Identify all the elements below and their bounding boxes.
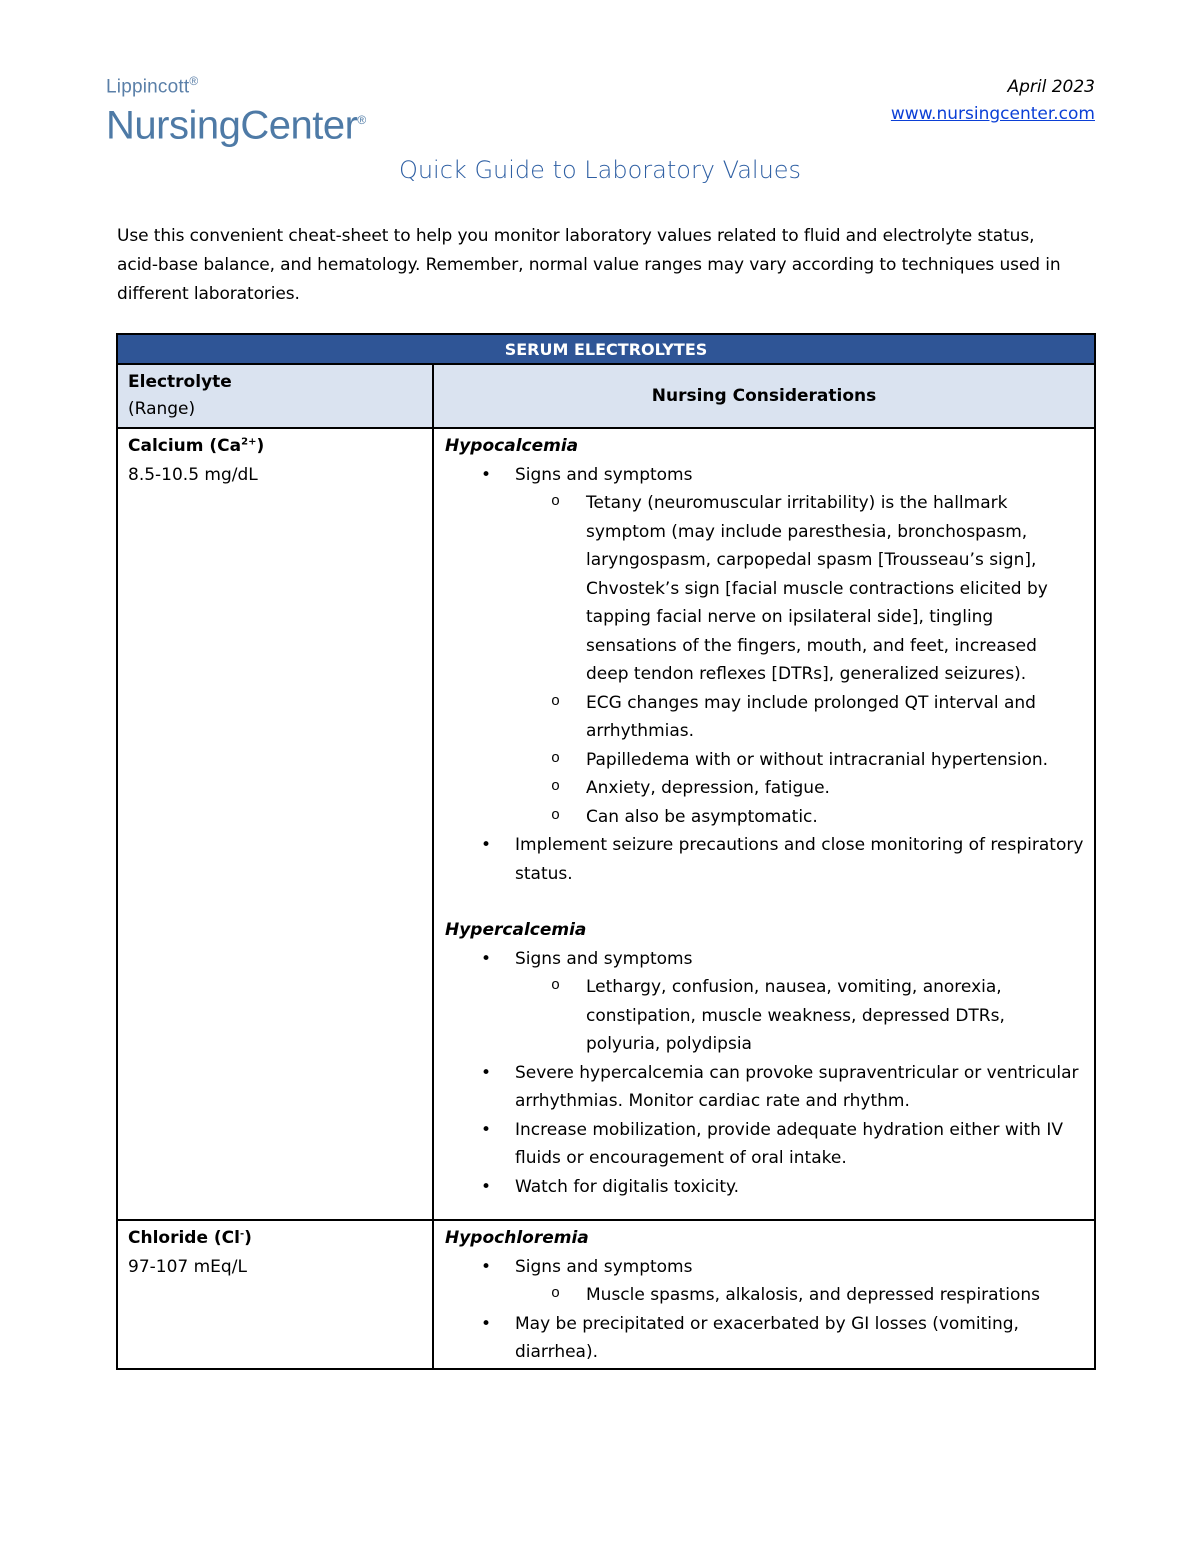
electrolyte-name: Chloride (Cl-) [128,1228,252,1248]
column-header-nursing: Nursing Considerations [433,364,1095,428]
brand-logo [106,70,366,148]
condition-title: Hypochloremia [445,1228,589,1248]
list-item: o Lethargy, confusion, nausea, vomiting, anorexia, constipation, muscle weakness, depressed DTRs, polyuria, polydipsia [515,973,1084,1059]
registered-mark: ® [357,113,366,128]
page-title: Quick Guide to Laboratory Values [398,156,802,184]
bullet-list [445,461,1084,889]
electrolytes-table [116,333,1096,1370]
electrolyte-range: 97-107 mEq/L [128,1257,247,1277]
table-header-row [117,364,1095,428]
column-header-electrolyte [117,364,433,428]
list-item: o Can also be asymptomatic. [515,803,1084,832]
column-header-subtitle: (Range) [128,399,196,419]
sub-bullet-list [515,489,1084,831]
document-header-info [891,74,1095,128]
table-banner: SERUM ELECTROLYTES [117,334,1095,364]
registered-mark: ® [189,74,199,88]
bullet-list [445,1253,1084,1367]
list-item: • Increase mobilization, provide adequate hydration either with IV fluids or encouragement of oral intake. [445,1116,1084,1173]
considerations-cell [433,428,1095,1220]
list-item: o Anxiety, depression, fatigue. [515,774,1084,803]
list-item: • Watch for digitalis toxicity. [445,1173,1084,1202]
list-item: • May be precipitated or exacerbated by GI losses (vomiting, diarrhea). [445,1310,1084,1367]
publish-date: April 2023 [1007,77,1095,97]
list-item: • Signs and symptoms o Tetany (neuromuscular irritability) is the hallmark symptom (may include paresthesia, bronchospasm, laryngospasm, carpopedal spasm [Trousseau’s sign], Chvostek’s sign [facial muscle contractions elicited by tapping facial nerve on ipsilateral side], tingling sensations of the fingers, mouth, and feet, increased deep tendon reflexes [DTRs], generalized seizures). o ECG changes may include prolonged QT interval and arrhythmias. o Papilledema with or without intracranial hypertension. o Anxiety, depression, fatigue. o Can also be asymptomatic. [445,461,1084,832]
electrolyte-name: Calcium $(Ca^{2+})$ [128,436,265,456]
considerations-cell [433,1220,1095,1369]
table-row-calcium [117,428,1095,1220]
logo-top-text: Lippincott [106,76,190,98]
list-item: o Tetany (neuromuscular irritability) is the hallmark symptom (may include paresthesia, bronchospasm, laryngospasm, carpopedal spasm [Trousseau’s sign], Chvostek’s sign [facial muscle contractions elicited by tapping facial nerve on ipsilateral side], tingling sensations of the fingers, mouth, and feet, increased deep tendon reflexes [DTRs], generalized seizures). [515,489,1084,689]
list-item: • Implement seizure precautions and close monitoring of respiratory status. [445,831,1084,888]
electrolyte-cell [117,428,433,1220]
intro-paragraph: Use this convenient cheat-sheet to help you monitor laboratory values related to fluid and electrolyte status, acid-base balance, and hematology. Remember, normal value ranges may vary according to techniques used in different laboratories. [117,226,1061,304]
electrolyte-cell [117,1220,433,1369]
bullet-list [445,945,1084,1202]
list-item: o Papilledema with or without intracranial hypertension. [515,746,1084,775]
sub-bullet-list [515,1281,1084,1310]
website-link[interactable]: www.nursingcenter.com [890,104,1095,124]
condition-title: Hypercalcemia [445,920,587,940]
table-row-chloride [117,1220,1095,1369]
list-item: o ECG changes may include prolonged QT interval and arrhythmias. [515,689,1084,746]
column-header-title: Electrolyte [128,372,232,392]
list-item: • Severe hypercalcemia can provoke supraventricular or ventricular arrhythmias. Monitor cardiac rate and rhythm. [445,1059,1084,1116]
electrolyte-range: 8.5-10.5 mg/dL [128,465,258,485]
list-item: • Signs and symptoms o Muscle spasms, alkalosis, and depressed respirations [445,1253,1084,1310]
list-item: • Signs and symptoms o Lethargy, confusion, nausea, vomiting, anorexia, constipation, muscle weakness, depressed DTRs, polyuria, polydipsia [445,945,1084,1059]
logo-main-text: NursingCenter [106,103,358,148]
condition-title: Hypocalcemia [445,436,579,456]
list-item: o Muscle spasms, alkalosis, and depressed respirations [515,1281,1084,1310]
sub-bullet-list [515,973,1084,1059]
